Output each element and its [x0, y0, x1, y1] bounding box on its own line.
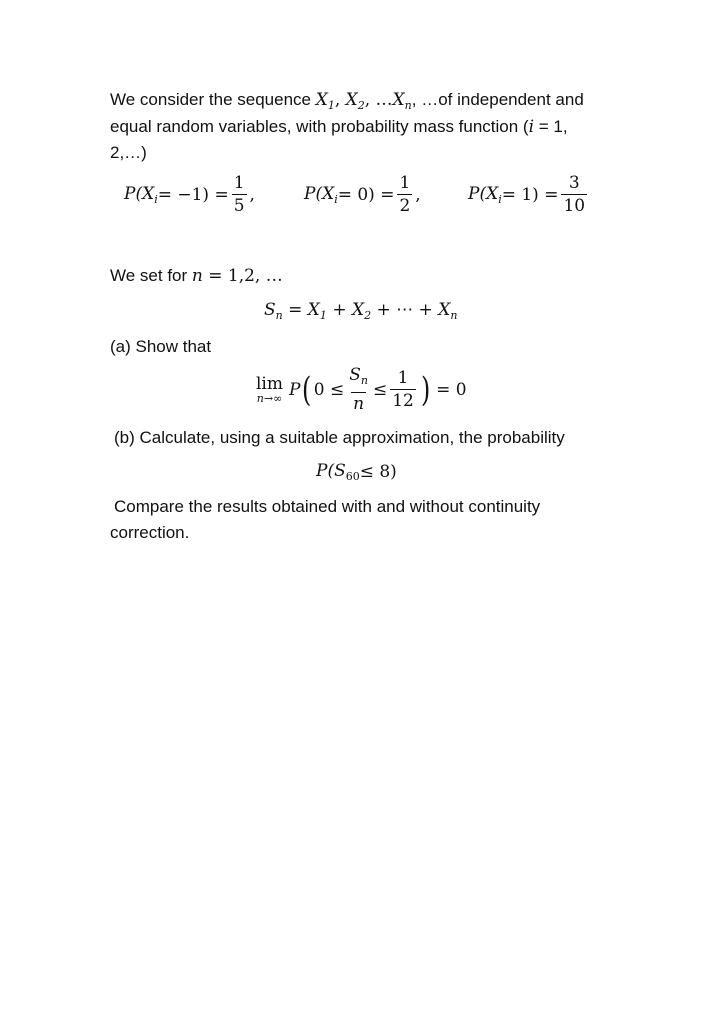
pmf-equation-1: $P(X_i$ = −1) = $\frac{1}{5}$ ,: [124, 173, 255, 216]
intro-text: We consider the sequence: [110, 90, 316, 109]
var-x1: $X_1$: [315, 90, 335, 112]
pmf-equation-2: $P(X_i$ = 0) = $\frac{1}{2}$ ,: [304, 173, 421, 216]
intro-line-3: 2,…): [110, 143, 147, 162]
sum-definition: $S_n$ = $X_1 + X_2$ + ⋯ + $X_n$: [264, 300, 458, 322]
part-a-label: (a) Show that: [110, 337, 212, 356]
part-b-label: (b) Calculate, using a suitable approximation, the probability: [114, 428, 565, 447]
intro-line-2: equal random variables, with probability mass function (i = 1,: [110, 117, 568, 137]
intro-line-1: We consider the sequence $X_1$, $X_2$, $\dots X_n$, …of independent and: [110, 90, 584, 112]
probability-equation: $P(S_{60}$ ≤ 8): [316, 461, 397, 483]
fraction: $\frac{1}{5}$: [233, 173, 245, 216]
compare-line-1: Compare the results obtained with and without continuity: [114, 497, 541, 516]
fraction: $\frac{3}{10}$: [563, 173, 586, 216]
compare-line-2: correction.: [110, 523, 190, 542]
var-x2: $X_2$: [345, 90, 365, 112]
limit-operator: lim n→∞: [256, 373, 283, 405]
var-xn: $X_n$: [392, 90, 412, 112]
intro-text-tail: , …of independent and: [411, 90, 584, 109]
fraction-sn-over-n: $\frac{S_n}{n}$: [349, 365, 368, 414]
fraction-one-twelfth: $\frac{1}{12}$: [392, 368, 414, 411]
fraction: $\frac{1}{2}$: [399, 173, 411, 216]
limit-equation: lim n→∞ P ( 0 ≤ $\frac{S_n}{n}$ ≤ $\frac{1}{12}$ ) = 0: [256, 365, 467, 414]
var-i: i: [528, 117, 535, 137]
ellipsis: …: [375, 90, 393, 110]
set-line: We set for n = 1,2, …: [110, 266, 283, 286]
pmf-equation-3: $P(X_i$ = 1) = $\frac{3}{10}$: [468, 173, 586, 216]
